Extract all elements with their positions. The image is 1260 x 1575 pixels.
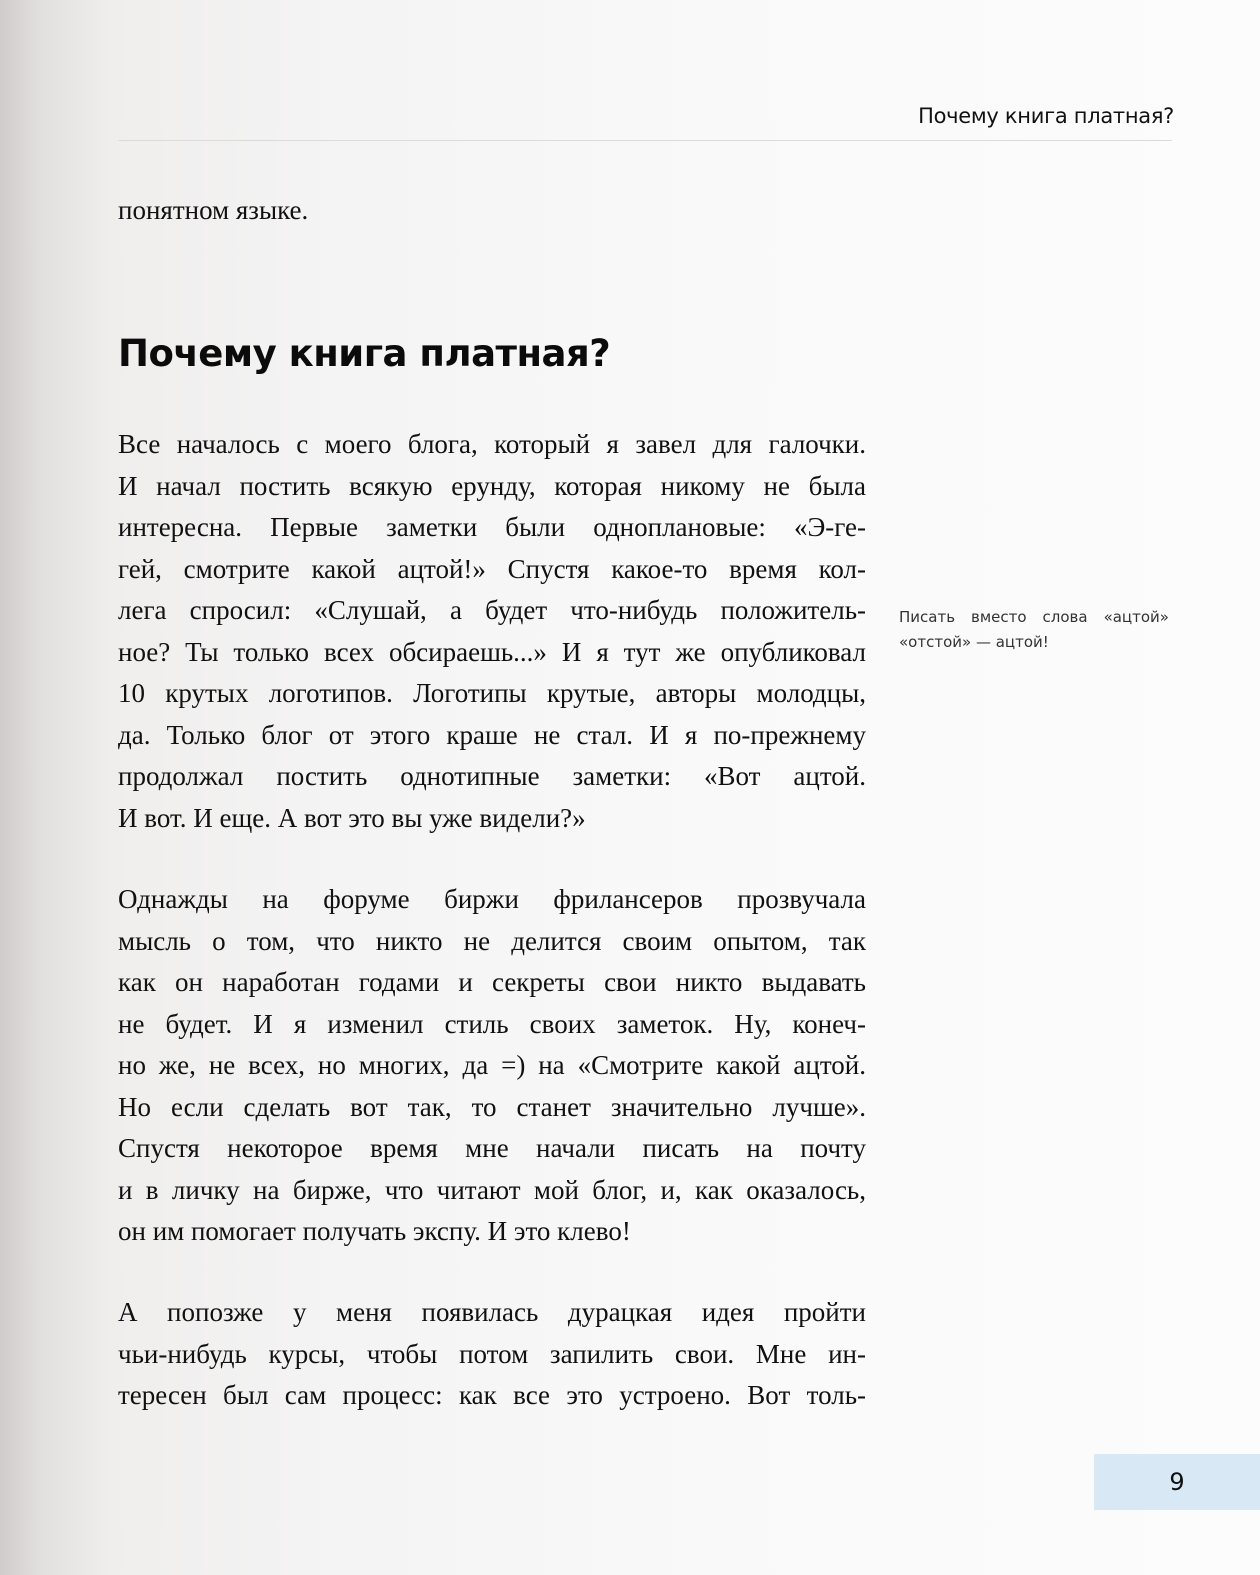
text-line: тересен был сам процесс: как все это устроено. Вот толь- — [118, 1380, 866, 1410]
text-line: А попозже у меня появилась дурацкая идея пройти — [118, 1297, 866, 1327]
text-line: но же, не всех, но многих, да =) на «Смотрите какой ацтой. — [118, 1050, 866, 1080]
margin-note — [899, 605, 1169, 655]
margin-note-line: Писать вместо слова «ацтой» — [899, 608, 1169, 626]
text-line: чьи-нибудь курсы, чтобы потом запилить свои. Мне ин- — [118, 1338, 866, 1369]
paragraph-3 — [118, 1292, 866, 1417]
text-line: Но если сделать вот так, то станет значительно лучше». — [118, 1091, 866, 1122]
text-line: он им помогает получать экспу. И это клево! — [118, 1216, 631, 1246]
text-line: и в личку на бирже, что читают мой блог, и, как оказалось, — [118, 1174, 866, 1205]
text-line: продолжал постить однотипные заметки: «Вот ацтой. — [118, 761, 866, 791]
text-line: И начал постить всякую ерунду, которая никому не была — [118, 470, 866, 501]
text-line: лега спросил: «Слушай, а будет что-нибудь положитель- — [118, 595, 866, 625]
text-line: интересна. Первые заметки были одноплановые: «Э-ге- — [118, 512, 866, 542]
text-line: Все началось с моего блога, который я завел для галочки. — [118, 429, 866, 459]
paragraph-2 — [118, 879, 866, 1253]
page-number-tab — [1094, 1454, 1260, 1510]
text-line: да. Только блог от этого краше не стал. И я по-прежнему — [118, 719, 866, 750]
text-line: 10 крутых логотипов. Логотипы крутые, авторы молодцы, — [118, 678, 866, 708]
margin-note-line: «отстой» — ацтой! — [899, 633, 1049, 651]
continued-text: понятном языке. — [118, 195, 309, 225]
text-line: гей, смотрите какой ацтой!» Спустя какое-то время кол- — [118, 553, 866, 584]
text-line: Спустя некоторое время мне начали писать на почту — [118, 1133, 866, 1163]
paragraph-1 — [118, 424, 866, 839]
header-divider — [118, 140, 1172, 141]
section-title: Почему книга платная? — [118, 332, 611, 375]
text-line: мысль о том, что никто не делится своим опытом, так — [118, 925, 866, 956]
running-header: Почему книга платная? — [918, 104, 1174, 128]
text-line: Однажды на форуме биржи фрилансеров прозвучала — [118, 884, 866, 914]
text-line: ное? Ты только всех обсираешь...» И я тут же опубликовал — [118, 636, 866, 667]
text-line: не будет. И я изменил стиль своих заметок. Ну, конеч- — [118, 1008, 866, 1039]
page-number: 9 — [1169, 1468, 1185, 1496]
text-line: как он наработан годами и секреты свои никто выдавать — [118, 967, 866, 997]
text-line: И вот. И еще. А вот это вы уже видели?» — [118, 802, 586, 833]
